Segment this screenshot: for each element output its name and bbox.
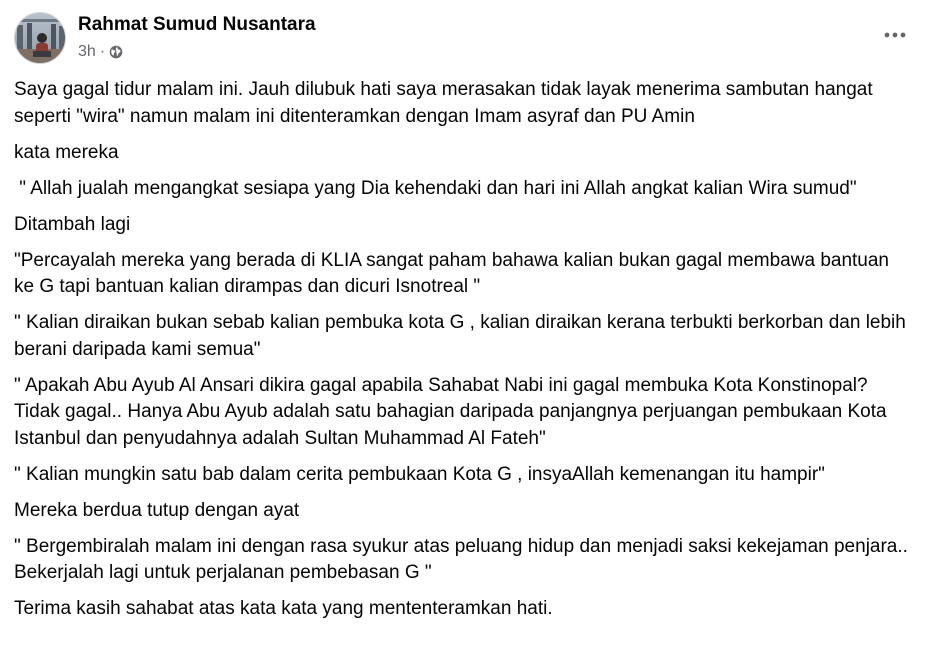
author-name[interactable]: Rahmat Sumud Nusantara xyxy=(78,14,316,35)
post-paragraph: " Allah jualah mengangkat sesiapa yang Dia kehendaki dan hari ini Allah angkat kalian Wira sumud" xyxy=(14,177,857,199)
post-body xyxy=(14,77,914,632)
author-avatar[interactable] xyxy=(14,12,66,64)
globe-icon[interactable] xyxy=(109,45,123,59)
post-meta xyxy=(78,40,123,64)
post-paragraph: Ditambah lagi xyxy=(14,213,131,235)
avatar-photo xyxy=(15,13,66,64)
meta-separator: · xyxy=(99,43,106,60)
more-options-icon[interactable] xyxy=(882,22,908,48)
post-paragraph: Saya gagal tidur malam ini. Jauh dilubuk hati saya merasakan tidak layak menerima sambutan hangat seperti "wira" namun malam ini ditenteramkan dengan Imam asyraf dan PU Amin xyxy=(14,79,878,127)
post-paragraph: Terima kasih sahabat atas kata kata yang mententeramkan hati. xyxy=(14,598,553,619)
post-paragraph: " Bergembiralah malam ini dengan rasa syukur atas peluang hidup dan menjadi saksi kekejaman penjara.. Bekerjalah lagi untuk perjalanan pembebasan G " xyxy=(14,535,914,583)
post-timestamp[interactable]: 3h xyxy=(78,43,96,60)
post-paragraph: " Kalian diraikan bukan sebab kalian pembuka kota G , kalian diraikan kerana terbukti berkorban dan lebih berani daripada kami semua" xyxy=(14,312,912,360)
post-paragraph: Mereka berdua tutup dengan ayat xyxy=(14,499,300,521)
post-paragraph: " Apakah Abu Ayub Al Ansari dikira gagal apabila Sahabat Nabi ini gagal membuka Kota Konstinopal? Tidak gagal.. Hanya Abu Ayub adalah satu bahagian daripada panjangnya perjuangan pembukaan Kota Istanbul dan penyudahnya adalah Sultan Muhammad Al Fateh" xyxy=(14,374,892,449)
post-paragraph: " Kalian mungkin satu bab dalam cerita pembukaan Kota G , insyaAllah kemenangan itu hampir" xyxy=(14,463,825,485)
post-paragraph: kata mereka xyxy=(14,141,119,163)
post-paragraph: "Percayalah mereka yang berada di KLIA sangat paham bahawa kalian bukan gagal membawa bantuan ke G tapi bantuan kalian dirampas dan dicuri Isnotreal " xyxy=(14,249,895,297)
